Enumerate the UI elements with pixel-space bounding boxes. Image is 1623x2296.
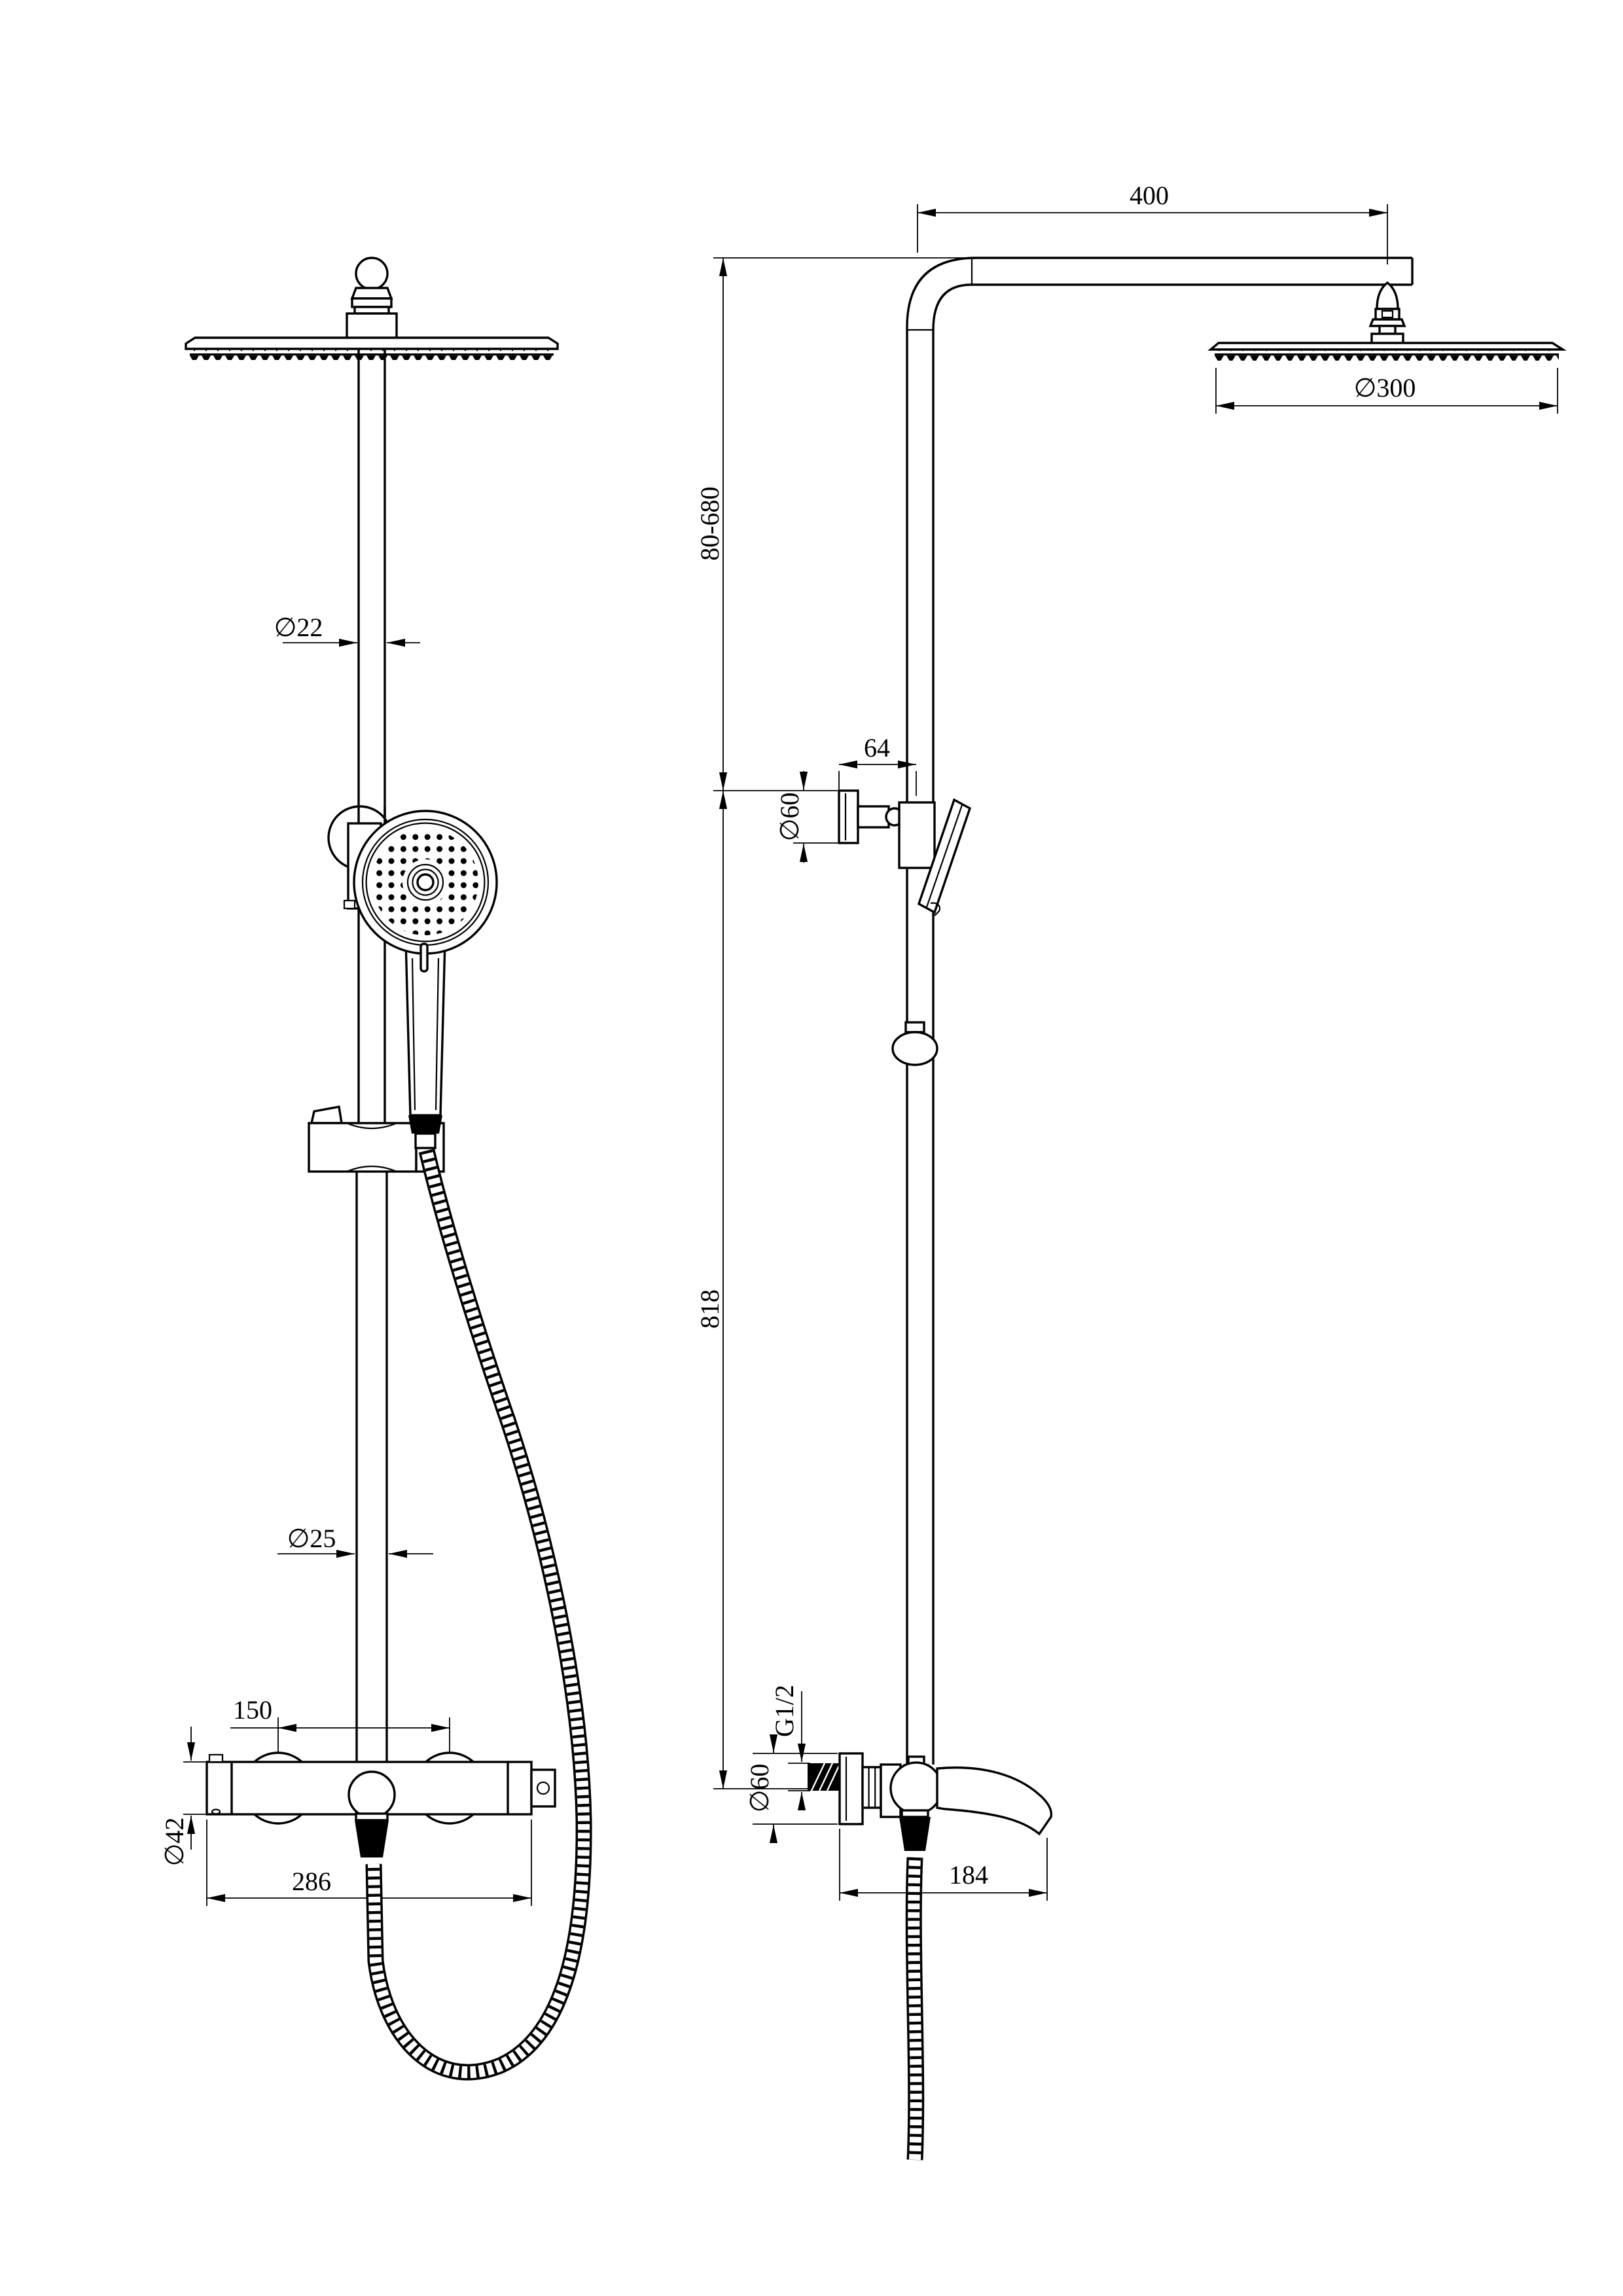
dim-label-dia22: ∅22	[274, 613, 323, 642]
mixer-end-coupler	[531, 1770, 555, 1806]
dim-label-64: 64	[864, 733, 890, 762]
dim-label-80-680: 80-680	[695, 486, 724, 561]
nozzle-row	[190, 349, 554, 360]
dim-label-dia60-inlet: ∅60	[745, 1763, 774, 1813]
rain-shower-head-front	[186, 338, 558, 360]
hose-cone-side	[899, 1817, 931, 1851]
outlet-cone	[355, 1820, 389, 1857]
dim-label-dia60-bracket: ∅60	[775, 792, 804, 842]
dim-label-dia42: ∅42	[160, 1817, 189, 1867]
rain-shower-head-side	[1211, 343, 1563, 361]
shower-hose-side	[914, 1857, 916, 2160]
hose-nut	[408, 1115, 442, 1134]
g12-thread-nipple	[808, 1763, 840, 1791]
hex-nut	[863, 1767, 881, 1808]
dim-label-150: 150	[233, 1695, 272, 1725]
dim-label-400: 400	[1130, 181, 1169, 210]
diverter-valve	[891, 1763, 942, 1814]
inlet-flange	[840, 1753, 863, 1824]
dim-label-184: 184	[949, 1860, 988, 1890]
handle-pivot-pin	[421, 944, 427, 971]
dim-label-dia300: ∅300	[1353, 373, 1416, 403]
slider-ring	[893, 1032, 937, 1065]
dim-label-818: 818	[695, 1289, 724, 1329]
dim-label-286: 286	[292, 1867, 331, 1896]
nozzle-row-side	[1215, 350, 1559, 361]
dim-label-g12: G1/2	[770, 1685, 799, 1737]
mixer-outlet-dome	[349, 1772, 395, 1818]
mixer-button	[209, 1755, 223, 1762]
dim-label-dia25: ∅25	[287, 1524, 336, 1553]
